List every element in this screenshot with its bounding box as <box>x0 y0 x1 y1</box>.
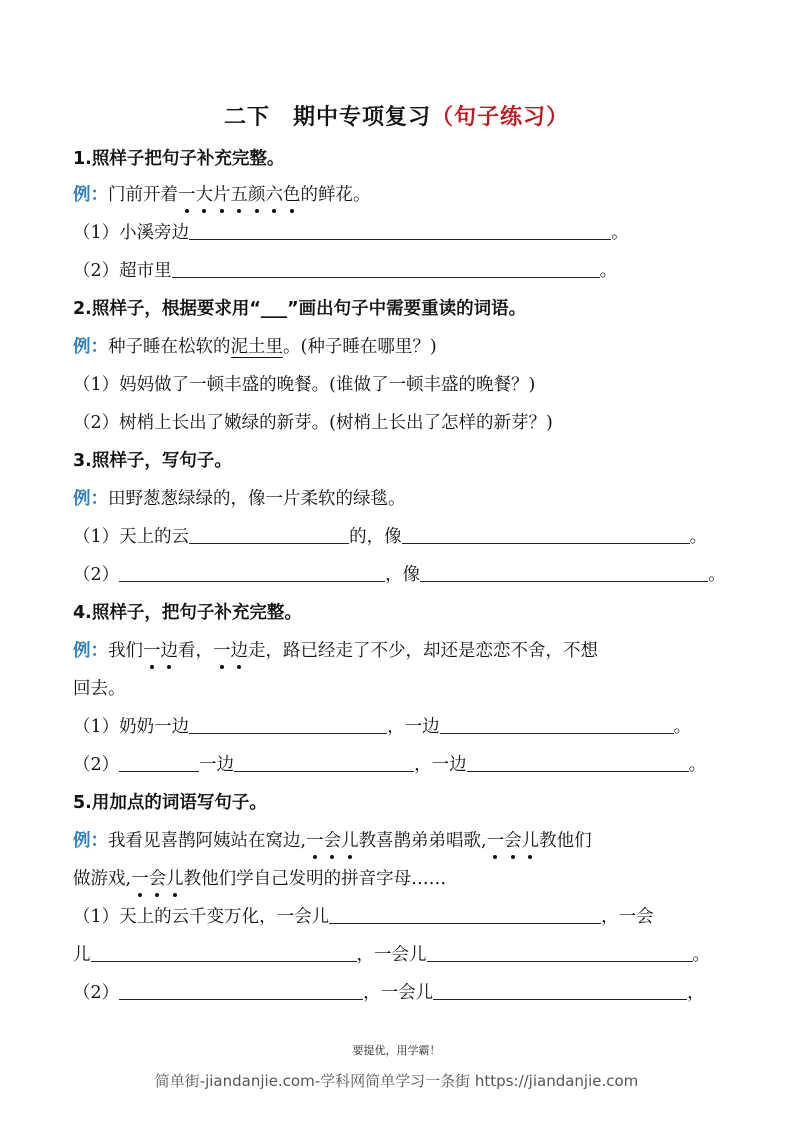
footer-slogan: 要提优，用学霸！ <box>352 1044 441 1057</box>
dotted-char: 会 <box>323 831 342 851</box>
section-5-heading: 5.用加点的词语写句子。 <box>73 793 267 813</box>
question-text: 的，像 <box>349 527 402 547</box>
question-text: （2）超市里 <box>73 261 172 281</box>
question-4-1 <box>73 715 691 739</box>
dotted-char: 颜 <box>248 185 266 205</box>
page-title <box>0 100 793 131</box>
section-5-example-cont <box>73 867 446 891</box>
question-5-2 <box>73 981 705 1005</box>
underlined-word: 泥土里 <box>230 337 283 357</box>
dotted-char: 一 <box>131 869 149 889</box>
dotted-char: 五 <box>230 185 248 205</box>
answer-blank[interactable] <box>189 525 349 544</box>
answer-blank[interactable] <box>189 221 611 240</box>
answer-blank[interactable] <box>402 525 690 544</box>
answer-blank[interactable] <box>433 981 687 1000</box>
section-3-heading: 3.照样子，写句子。 <box>73 451 232 471</box>
example-label: 例： <box>73 641 108 661</box>
example-text: 教喜鹊弟弟唱歌, <box>358 831 487 851</box>
dotted-char: 边 <box>230 641 248 661</box>
section-1-heading: 1.照样子把句子补充完整。 <box>73 149 285 169</box>
question-text: （1）天上的云 <box>73 527 190 547</box>
answer-blank[interactable] <box>234 753 414 772</box>
question-text: （1）小溪旁边 <box>73 223 190 243</box>
section-4-example <box>73 639 598 663</box>
footer-site: 简单街-jiandanjie.com-学科网简单学习一条街 https://jiandanjie.com <box>154 1072 639 1090</box>
title-main: 二下 期中专项复习 <box>223 105 431 130</box>
example-text: 门前开着 <box>108 185 178 205</box>
question-3-1 <box>73 525 707 549</box>
question-text: ，一会儿 <box>356 945 427 965</box>
section-4-example-cont: 回去。 <box>73 679 126 699</box>
dotted-char: 儿 <box>521 831 540 851</box>
answer-blank[interactable] <box>119 981 363 1000</box>
example-text: 走，路已经走了不少，却还是恋恋不舍，不想 <box>248 641 598 661</box>
example-label: 例： <box>73 337 108 357</box>
example-text: 教他们 <box>539 831 592 851</box>
punct: 。 <box>692 945 710 965</box>
question-text: ，一边 <box>414 755 467 775</box>
example-text: 田野葱葱绿绿的，像一片柔软的绿毯。 <box>108 489 406 509</box>
dotted-char: 大 <box>195 185 213 205</box>
question-5-1-cont <box>73 943 710 967</box>
dotted-char: 色 <box>283 185 301 205</box>
dotted-char: 一 <box>486 831 505 851</box>
dotted-char: 一 <box>213 641 231 661</box>
dotted-char: 六 <box>265 185 283 205</box>
dotted-char: 儿 <box>341 831 359 851</box>
example-text: 我看见喜鹊阿姨站在窝边, <box>108 831 307 851</box>
question-2-1[interactable]: （1）妈妈做了一顿丰盛的晚餐。(谁做了一顿丰盛的晚餐？) <box>73 375 536 395</box>
question-1-1 <box>73 221 629 245</box>
question-2-2[interactable]: （2）树梢上长出了嫩绿的新芽。(树梢上长出了怎样的新芽？) <box>73 413 553 433</box>
example-text: 我们 <box>108 641 143 661</box>
answer-blank[interactable] <box>91 943 357 962</box>
example-text: 做游戏, <box>73 869 132 889</box>
answer-blank[interactable] <box>420 563 708 582</box>
answer-blank[interactable] <box>172 259 600 278</box>
dotted-char: 一 <box>306 831 324 851</box>
answer-blank[interactable] <box>427 943 693 962</box>
question-4-2 <box>73 753 706 777</box>
dotted-char: 儿 <box>166 869 184 889</box>
answer-blank[interactable] <box>119 753 199 772</box>
question-3-2 <box>73 563 726 587</box>
answer-blank[interactable] <box>189 715 387 734</box>
question-text: （1）奶奶一边 <box>73 717 190 737</box>
example-text: 。(种子睡在哪里？) <box>283 337 437 357</box>
example-label: 例： <box>73 489 108 509</box>
section-1-example <box>73 183 371 207</box>
dotted-char: 会 <box>504 831 522 851</box>
title-sub: （句子练习） <box>431 105 570 130</box>
question-text: ，像 <box>385 565 421 585</box>
question-text: 儿 <box>73 945 91 965</box>
dotted-char: 片 <box>213 185 231 205</box>
question-1-2 <box>73 259 617 283</box>
question-5-1 <box>73 905 654 929</box>
dotted-char: 边 <box>160 641 178 661</box>
example-label: 例： <box>73 185 108 205</box>
dotted-char: 一 <box>143 641 161 661</box>
answer-blank[interactable] <box>119 563 385 582</box>
question-text: ，一会儿 <box>363 983 434 1003</box>
punct: ， <box>687 983 705 1003</box>
question-text: ，一边 <box>387 717 440 737</box>
example-text: 教他们学自己发明的拼音字母…… <box>183 869 447 889</box>
section-3-example <box>73 487 406 511</box>
punct: 。 <box>688 755 707 775</box>
section-2-example <box>73 335 437 359</box>
question-text: （2） <box>73 755 120 775</box>
punct: 。 <box>673 717 692 737</box>
answer-blank[interactable] <box>467 753 689 772</box>
example-text: 种子睡在松软的 <box>108 337 231 357</box>
question-text: （2） <box>73 983 120 1003</box>
punct: 。 <box>689 527 708 547</box>
question-text: （1）天上的云千变万化，一会儿 <box>73 907 330 927</box>
example-label: 例： <box>73 831 108 851</box>
dotted-char: 会 <box>148 869 167 889</box>
punct: 。 <box>708 565 726 585</box>
section-4-heading: 4.照样子，把句子补充完整。 <box>73 603 302 623</box>
example-text: 的鲜花。 <box>300 185 371 205</box>
question-text: （2） <box>73 565 120 585</box>
dotted-char: 一 <box>178 185 196 205</box>
answer-blank[interactable] <box>440 715 674 734</box>
section-2-heading: 2.照样子，根据要求用“___”画出句子中需要重读的词语。 <box>73 299 527 319</box>
question-text: ，一会 <box>601 907 654 927</box>
example-text: 看， <box>178 641 213 661</box>
question-text: 一边 <box>199 755 235 775</box>
punct: 。 <box>611 223 629 243</box>
punct: 。 <box>599 261 618 281</box>
answer-blank[interactable] <box>329 905 601 924</box>
section-5-example <box>73 829 592 853</box>
